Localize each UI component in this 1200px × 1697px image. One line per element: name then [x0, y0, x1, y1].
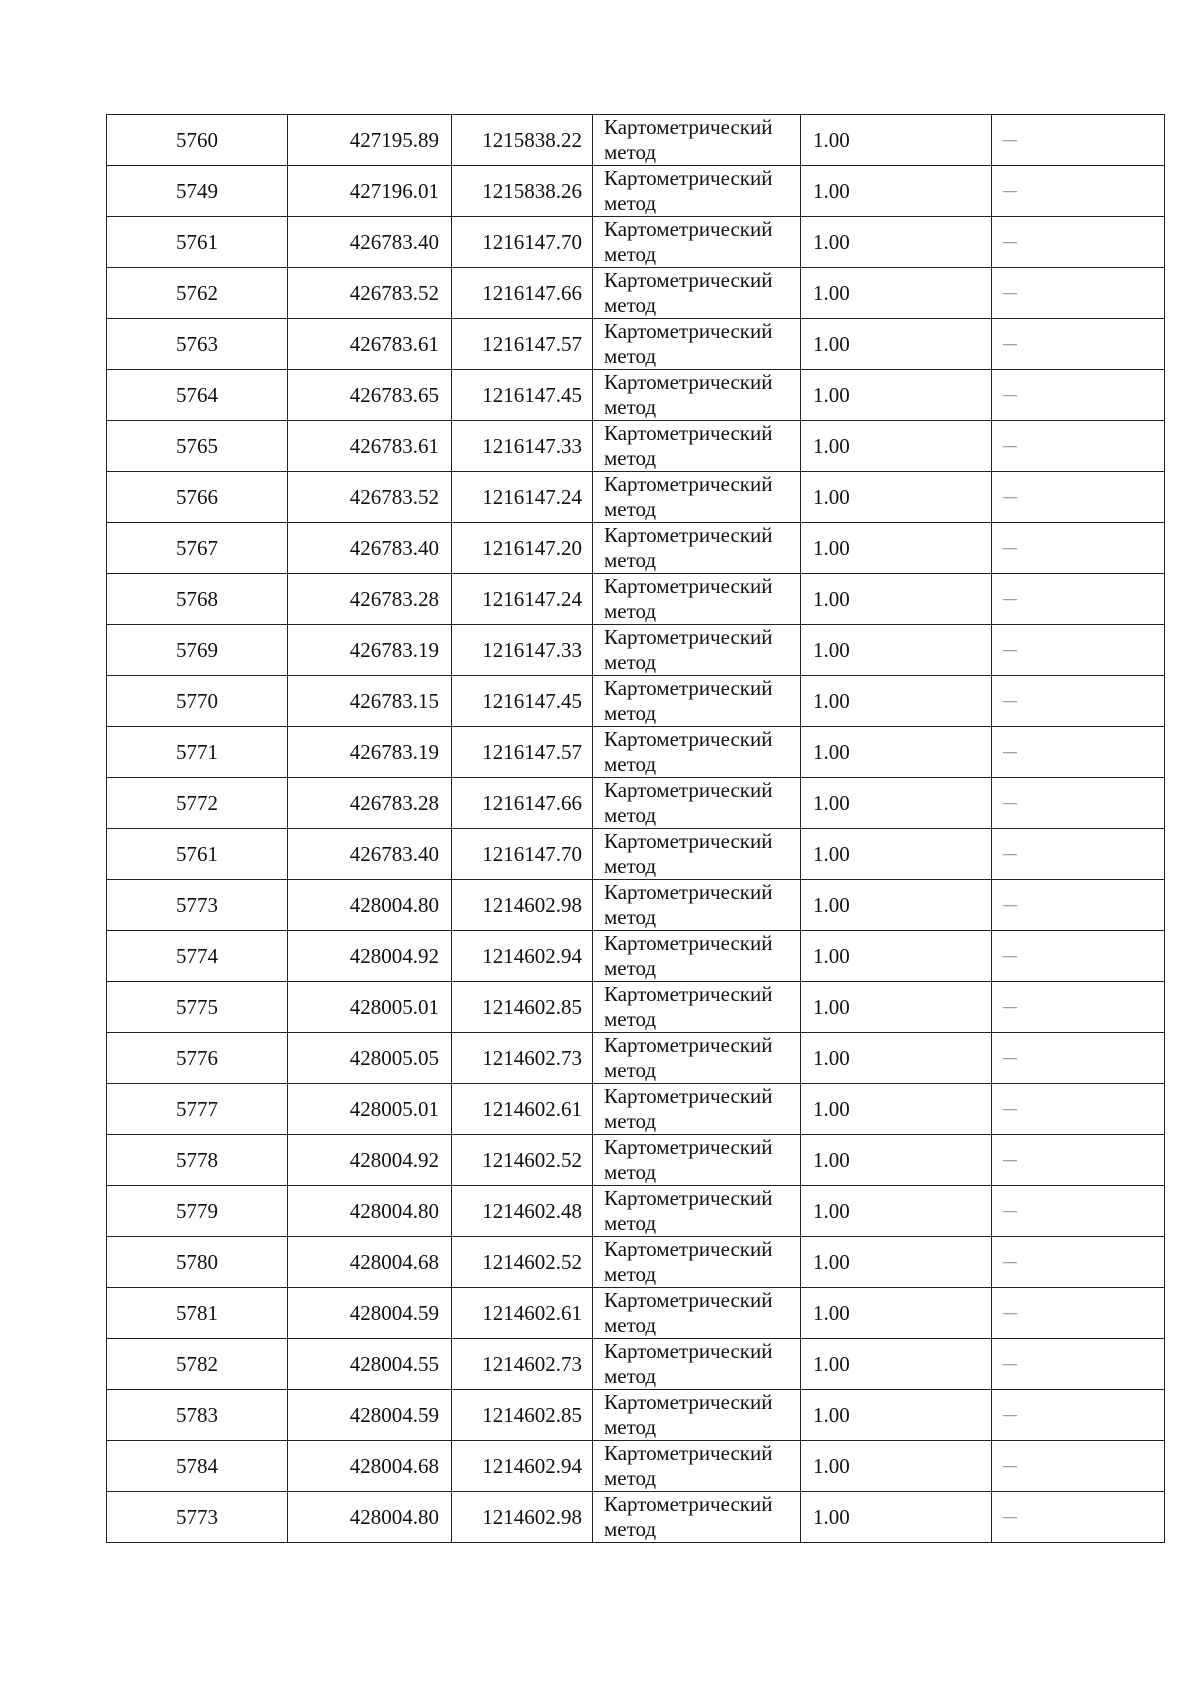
accuracy-cell: 1.00 [801, 115, 992, 166]
y-coordinate-cell: 1216147.24 [452, 472, 593, 523]
method-line-2: метод [604, 1109, 657, 1133]
method-line-2: метод [604, 956, 657, 980]
description-cell [992, 1492, 1165, 1543]
point-number-cell: 5773 [107, 1492, 288, 1543]
point-number-cell: 5781 [107, 1288, 288, 1339]
point-number-cell: 5762 [107, 268, 288, 319]
method-cell [593, 829, 801, 880]
point-number-cell: 5772 [107, 778, 288, 829]
point-number-cell: 5761 [107, 829, 288, 880]
table-row [107, 727, 1165, 778]
description-dash: — [1003, 1408, 1017, 1423]
x-coordinate-cell: 426783.19 [288, 625, 452, 676]
accuracy-cell: 1.00 [801, 319, 992, 370]
table-row [107, 421, 1165, 472]
method-line-2: метод [604, 446, 657, 470]
x-coordinate-cell: 426783.28 [288, 778, 452, 829]
table-row [107, 1033, 1165, 1084]
description-dash: — [1003, 235, 1017, 250]
description-cell [992, 472, 1165, 523]
accuracy-cell: 1.00 [801, 1033, 992, 1084]
accuracy-cell: 1.00 [801, 1135, 992, 1186]
description-dash: — [1003, 643, 1017, 658]
description-dash: — [1003, 133, 1017, 148]
y-coordinate-cell: 1214602.85 [452, 982, 593, 1033]
method-line-2: метод [604, 344, 657, 368]
accuracy-cell: 1.00 [801, 1237, 992, 1288]
y-coordinate-cell: 1214602.85 [452, 1390, 593, 1441]
method-line-2: метод [604, 650, 657, 674]
description-cell [992, 1390, 1165, 1441]
accuracy-cell: 1.00 [801, 217, 992, 268]
point-number-cell: 5768 [107, 574, 288, 625]
table-row [107, 472, 1165, 523]
accuracy-cell: 1.00 [801, 1186, 992, 1237]
description-dash: — [1003, 1306, 1017, 1321]
method-cell [593, 472, 801, 523]
y-coordinate-cell: 1216147.57 [452, 319, 593, 370]
method-cell [593, 268, 801, 319]
x-coordinate-cell: 428004.92 [288, 931, 452, 982]
method-cell [593, 1033, 801, 1084]
description-dash: — [1003, 1255, 1017, 1270]
description-cell [992, 268, 1165, 319]
point-number-cell: 5776 [107, 1033, 288, 1084]
method-line-1: Картометрический [604, 982, 773, 1006]
x-coordinate-cell: 428004.68 [288, 1237, 452, 1288]
method-line-2: метод [604, 1517, 657, 1541]
x-coordinate-cell: 428004.92 [288, 1135, 452, 1186]
x-coordinate-cell: 428004.59 [288, 1288, 452, 1339]
description-dash: — [1003, 541, 1017, 556]
y-coordinate-cell: 1214602.52 [452, 1135, 593, 1186]
coordinates-table-body [107, 115, 1165, 1543]
point-number-cell: 5777 [107, 1084, 288, 1135]
description-dash: — [1003, 1000, 1017, 1015]
x-coordinate-cell: 426783.61 [288, 319, 452, 370]
x-coordinate-cell: 428005.05 [288, 1033, 452, 1084]
point-number-cell: 5773 [107, 880, 288, 931]
method-cell [593, 115, 801, 166]
accuracy-cell: 1.00 [801, 880, 992, 931]
method-line-1: Картометрический [604, 931, 773, 955]
y-coordinate-cell: 1214602.73 [452, 1033, 593, 1084]
method-line-1: Картометрический [604, 472, 773, 496]
description-cell [992, 880, 1165, 931]
y-coordinate-cell: 1214602.61 [452, 1288, 593, 1339]
method-cell [593, 1339, 801, 1390]
x-coordinate-cell: 426783.19 [288, 727, 452, 778]
description-dash: — [1003, 1153, 1017, 1168]
table-row [107, 1339, 1165, 1390]
description-cell [992, 829, 1165, 880]
x-coordinate-cell: 427196.01 [288, 166, 452, 217]
method-cell [593, 574, 801, 625]
point-number-cell: 5764 [107, 370, 288, 421]
accuracy-cell: 1.00 [801, 778, 992, 829]
table-row [107, 625, 1165, 676]
description-dash: — [1003, 1102, 1017, 1117]
method-line-2: метод [604, 1466, 657, 1490]
method-line-2: метод [604, 803, 657, 827]
description-dash: — [1003, 286, 1017, 301]
method-cell [593, 880, 801, 931]
accuracy-cell: 1.00 [801, 676, 992, 727]
point-number-cell: 5767 [107, 523, 288, 574]
description-cell [992, 1135, 1165, 1186]
x-coordinate-cell: 427195.89 [288, 115, 452, 166]
method-line-1: Картометрический [604, 319, 773, 343]
point-number-cell: 5780 [107, 1237, 288, 1288]
x-coordinate-cell: 428004.80 [288, 1186, 452, 1237]
table-row [107, 1186, 1165, 1237]
x-coordinate-cell: 426783.15 [288, 676, 452, 727]
method-cell [593, 1441, 801, 1492]
x-coordinate-cell: 426783.40 [288, 217, 452, 268]
accuracy-cell: 1.00 [801, 370, 992, 421]
description-dash: — [1003, 949, 1017, 964]
table-row [107, 1390, 1165, 1441]
y-coordinate-cell: 1214602.73 [452, 1339, 593, 1390]
method-line-2: метод [604, 1007, 657, 1031]
method-line-2: метод [604, 293, 657, 317]
description-dash: — [1003, 1357, 1017, 1372]
table-row [107, 1288, 1165, 1339]
method-line-2: метод [604, 140, 657, 164]
description-dash: — [1003, 337, 1017, 352]
method-cell [593, 727, 801, 778]
y-coordinate-cell: 1216147.45 [452, 676, 593, 727]
description-cell [992, 319, 1165, 370]
point-number-cell: 5766 [107, 472, 288, 523]
table-row [107, 370, 1165, 421]
accuracy-cell: 1.00 [801, 727, 992, 778]
accuracy-cell: 1.00 [801, 625, 992, 676]
description-cell [992, 1033, 1165, 1084]
description-dash: — [1003, 1510, 1017, 1525]
x-coordinate-cell: 428004.80 [288, 1492, 452, 1543]
method-line-1: Картометрический [604, 1441, 773, 1465]
method-cell [593, 166, 801, 217]
method-line-2: метод [604, 599, 657, 623]
description-cell [992, 778, 1165, 829]
x-coordinate-cell: 428005.01 [288, 1084, 452, 1135]
description-cell [992, 1339, 1165, 1390]
method-line-1: Картометрический [604, 1492, 773, 1516]
description-cell [992, 166, 1165, 217]
x-coordinate-cell: 426783.40 [288, 829, 452, 880]
method-line-1: Картометрический [604, 217, 773, 241]
y-coordinate-cell: 1216147.24 [452, 574, 593, 625]
point-number-cell: 5775 [107, 982, 288, 1033]
x-coordinate-cell: 426783.61 [288, 421, 452, 472]
x-coordinate-cell: 428004.68 [288, 1441, 452, 1492]
method-line-1: Картометрический [604, 1084, 773, 1108]
method-line-2: метод [604, 752, 657, 776]
method-line-2: метод [604, 701, 657, 725]
point-number-cell: 5765 [107, 421, 288, 472]
accuracy-cell: 1.00 [801, 829, 992, 880]
accuracy-cell: 1.00 [801, 1390, 992, 1441]
point-number-cell: 5784 [107, 1441, 288, 1492]
method-cell [593, 778, 801, 829]
description-cell [992, 727, 1165, 778]
table-row [107, 268, 1165, 319]
description-cell [992, 115, 1165, 166]
x-coordinate-cell: 428004.80 [288, 880, 452, 931]
table-row [107, 217, 1165, 268]
accuracy-cell: 1.00 [801, 1084, 992, 1135]
method-cell [593, 1135, 801, 1186]
coordinates-table [106, 114, 1165, 1543]
y-coordinate-cell: 1215838.22 [452, 115, 593, 166]
method-line-1: Картометрический [604, 523, 773, 547]
description-cell [992, 625, 1165, 676]
method-line-1: Картометрический [604, 1390, 773, 1414]
table-row [107, 982, 1165, 1033]
point-number-cell: 5770 [107, 676, 288, 727]
method-cell [593, 523, 801, 574]
method-cell [593, 1186, 801, 1237]
method-cell [593, 1288, 801, 1339]
y-coordinate-cell: 1216147.66 [452, 268, 593, 319]
point-number-cell: 5760 [107, 115, 288, 166]
description-cell [992, 217, 1165, 268]
x-coordinate-cell: 428005.01 [288, 982, 452, 1033]
description-cell [992, 1288, 1165, 1339]
method-line-2: метод [604, 1262, 657, 1286]
y-coordinate-cell: 1214602.98 [452, 1492, 593, 1543]
table-row [107, 1492, 1165, 1543]
y-coordinate-cell: 1216147.70 [452, 829, 593, 880]
description-dash: — [1003, 898, 1017, 913]
point-number-cell: 5779 [107, 1186, 288, 1237]
description-dash: — [1003, 1051, 1017, 1066]
method-line-1: Картометрический [604, 880, 773, 904]
method-line-1: Картометрический [604, 268, 773, 292]
method-line-1: Картометрический [604, 370, 773, 394]
table-row [107, 1135, 1165, 1186]
point-number-cell: 5763 [107, 319, 288, 370]
description-dash: — [1003, 439, 1017, 454]
description-dash: — [1003, 184, 1017, 199]
method-line-2: метод [604, 905, 657, 929]
y-coordinate-cell: 1214602.94 [452, 1441, 593, 1492]
accuracy-cell: 1.00 [801, 523, 992, 574]
accuracy-cell: 1.00 [801, 166, 992, 217]
method-line-2: метод [604, 191, 657, 215]
description-cell [992, 1084, 1165, 1135]
method-cell [593, 1237, 801, 1288]
method-line-1: Картометрический [604, 1339, 773, 1363]
description-dash: — [1003, 694, 1017, 709]
method-cell [593, 319, 801, 370]
x-coordinate-cell: 428004.59 [288, 1390, 452, 1441]
description-cell [992, 1237, 1165, 1288]
method-line-1: Картометрический [604, 778, 773, 802]
description-cell [992, 1441, 1165, 1492]
method-line-1: Картометрический [604, 1237, 773, 1261]
point-number-cell: 5761 [107, 217, 288, 268]
description-cell [992, 982, 1165, 1033]
accuracy-cell: 1.00 [801, 574, 992, 625]
x-coordinate-cell: 426783.40 [288, 523, 452, 574]
description-cell [992, 523, 1165, 574]
point-number-cell: 5774 [107, 931, 288, 982]
description-cell [992, 421, 1165, 472]
method-line-2: метод [604, 497, 657, 521]
accuracy-cell: 1.00 [801, 472, 992, 523]
x-coordinate-cell: 426783.65 [288, 370, 452, 421]
y-coordinate-cell: 1216147.20 [452, 523, 593, 574]
point-number-cell: 5749 [107, 166, 288, 217]
table-row [107, 880, 1165, 931]
table-row [107, 1084, 1165, 1135]
table-row [107, 676, 1165, 727]
method-line-1: Картометрический [604, 676, 773, 700]
method-line-2: метод [604, 395, 657, 419]
table-row [107, 166, 1165, 217]
y-coordinate-cell: 1214602.48 [452, 1186, 593, 1237]
method-line-2: метод [604, 1058, 657, 1082]
x-coordinate-cell: 426783.28 [288, 574, 452, 625]
y-coordinate-cell: 1216147.45 [452, 370, 593, 421]
point-number-cell: 5771 [107, 727, 288, 778]
method-cell [593, 217, 801, 268]
method-line-1: Картометрический [604, 1033, 773, 1057]
method-line-1: Картометрический [604, 1135, 773, 1159]
method-cell [593, 625, 801, 676]
description-cell [992, 931, 1165, 982]
method-cell [593, 676, 801, 727]
accuracy-cell: 1.00 [801, 268, 992, 319]
accuracy-cell: 1.00 [801, 931, 992, 982]
method-cell [593, 370, 801, 421]
description-dash: — [1003, 592, 1017, 607]
description-dash: — [1003, 490, 1017, 505]
x-coordinate-cell: 426783.52 [288, 472, 452, 523]
method-line-2: метод [604, 242, 657, 266]
table-row [107, 319, 1165, 370]
method-line-2: метод [604, 1211, 657, 1235]
method-line-2: метод [604, 548, 657, 572]
description-cell [992, 574, 1165, 625]
description-dash: — [1003, 745, 1017, 760]
accuracy-cell: 1.00 [801, 1288, 992, 1339]
y-coordinate-cell: 1216147.33 [452, 625, 593, 676]
table-row [107, 574, 1165, 625]
accuracy-cell: 1.00 [801, 1441, 992, 1492]
y-coordinate-cell: 1216147.66 [452, 778, 593, 829]
table-row [107, 1237, 1165, 1288]
method-line-2: метод [604, 1160, 657, 1184]
method-cell [593, 421, 801, 472]
accuracy-cell: 1.00 [801, 1339, 992, 1390]
table-row [107, 829, 1165, 880]
method-cell [593, 931, 801, 982]
method-line-1: Картометрический [604, 625, 773, 649]
method-line-1: Картометрический [604, 421, 773, 445]
method-cell [593, 1492, 801, 1543]
point-number-cell: 5778 [107, 1135, 288, 1186]
y-coordinate-cell: 1216147.33 [452, 421, 593, 472]
y-coordinate-cell: 1216147.57 [452, 727, 593, 778]
method-cell [593, 1084, 801, 1135]
y-coordinate-cell: 1214602.94 [452, 931, 593, 982]
method-line-1: Картометрический [604, 574, 773, 598]
method-line-1: Картометрический [604, 1288, 773, 1312]
description-dash: — [1003, 388, 1017, 403]
method-line-1: Картометрический [604, 115, 773, 139]
method-cell [593, 1390, 801, 1441]
point-number-cell: 5783 [107, 1390, 288, 1441]
table-row [107, 1441, 1165, 1492]
method-line-1: Картометрический [604, 727, 773, 751]
table-row [107, 523, 1165, 574]
method-line-1: Картометрический [604, 1186, 773, 1210]
y-coordinate-cell: 1214602.52 [452, 1237, 593, 1288]
accuracy-cell: 1.00 [801, 982, 992, 1033]
method-line-1: Картометрический [604, 166, 773, 190]
point-number-cell: 5769 [107, 625, 288, 676]
description-dash: — [1003, 847, 1017, 862]
point-number-cell: 5782 [107, 1339, 288, 1390]
description-cell [992, 676, 1165, 727]
table-row [107, 778, 1165, 829]
method-cell [593, 982, 801, 1033]
description-dash: — [1003, 1204, 1017, 1219]
table-row [107, 931, 1165, 982]
description-cell [992, 1186, 1165, 1237]
x-coordinate-cell: 428004.55 [288, 1339, 452, 1390]
y-coordinate-cell: 1214602.61 [452, 1084, 593, 1135]
table-row [107, 115, 1165, 166]
description-dash: — [1003, 1459, 1017, 1474]
method-line-2: метод [604, 1415, 657, 1439]
method-line-2: метод [604, 1313, 657, 1337]
description-cell [992, 370, 1165, 421]
method-line-2: метод [604, 854, 657, 878]
method-line-1: Картометрический [604, 829, 773, 853]
y-coordinate-cell: 1214602.98 [452, 880, 593, 931]
accuracy-cell: 1.00 [801, 1492, 992, 1543]
y-coordinate-cell: 1216147.70 [452, 217, 593, 268]
method-line-2: метод [604, 1364, 657, 1388]
x-coordinate-cell: 426783.52 [288, 268, 452, 319]
y-coordinate-cell: 1215838.26 [452, 166, 593, 217]
accuracy-cell: 1.00 [801, 421, 992, 472]
description-dash: — [1003, 796, 1017, 811]
